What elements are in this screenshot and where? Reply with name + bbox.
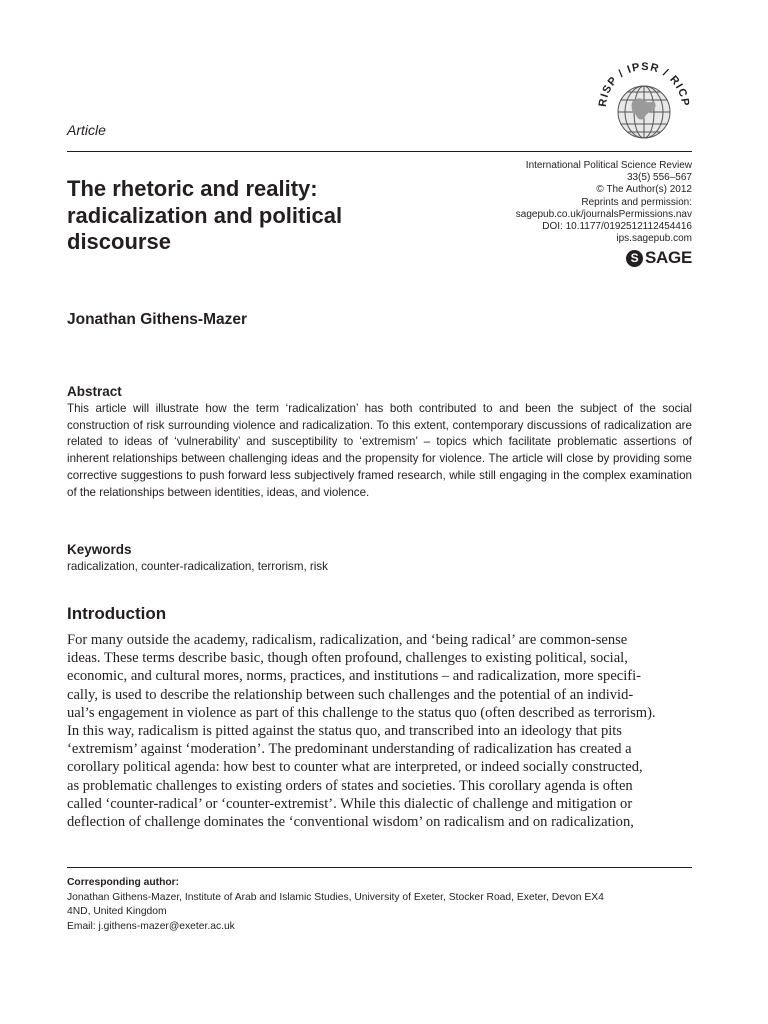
- copyright: © The Author(s) 2012: [596, 184, 692, 196]
- footnote-heading: Corresponding author:: [67, 877, 180, 888]
- footnote-divider: [67, 867, 692, 868]
- footnote-address: Jonathan Githens-Mazer, Institute of Arab and Islamic Studies, University of Exeter, Stocker Road, Exeter, Devon EX4: [67, 891, 604, 903]
- header-divider: [67, 151, 692, 152]
- journal-volume: 33(5) 556–567: [626, 172, 692, 184]
- reprints-label: Reprints and permission:: [581, 196, 692, 208]
- body-line: cally, is used to describe the relationship between such challenges and the potential of an individ-: [67, 686, 634, 703]
- introduction-heading: Introduction: [67, 604, 167, 623]
- body-line: as problematic challenges to existing orders of states and societies. This corollary agenda is often: [67, 777, 633, 794]
- publisher-logo: [626, 248, 692, 268]
- globe-seal-icon: [592, 52, 696, 156]
- abstract-heading: Abstract: [67, 384, 122, 399]
- body-line: called ‘counter-radical’ or ‘counter-extremist’. While this dialectic of challenge and mitigation or: [67, 795, 633, 812]
- article-title: [67, 176, 447, 256]
- body-line: For many outside the academy, radicalism, radicalization, and ‘being radical’ are common-sense: [67, 632, 628, 648]
- journal-info: [432, 160, 692, 245]
- publisher-logo-text: SAGE: [645, 248, 692, 267]
- footnote-address-cont: 4ND, United Kingdom: [67, 906, 167, 918]
- permissions-link[interactable]: sagepub.co.uk/journalsPermissions.nav: [515, 208, 692, 220]
- article-type-label: Article: [67, 122, 106, 138]
- keywords-text: radicalization, counter-radicalization, terrorism, risk: [67, 560, 328, 573]
- keywords-heading: Keywords: [67, 542, 132, 557]
- title-line: discourse: [67, 229, 171, 254]
- journal-name: International Political Science Review: [525, 160, 692, 171]
- journal-logo: [592, 52, 696, 156]
- introduction-body: [67, 631, 692, 831]
- body-line: economic, and cultural mores, norms, practices, and institutions – and radicalization, more specifi-: [67, 668, 642, 685]
- sage-logo-icon: S: [626, 250, 643, 267]
- corresponding-author-note: [67, 876, 692, 934]
- abstract-text: This article will illustrate how the term ‘radicalization’ has both contributed to and been the subject of the social construction of risk surrounding violence and radicalization. To this extent, contemporary discussions of radicalization are related to ideas of ‘vulnerability’ and susceptibility to ‘extremism’ – topics which facilitate problematic assertions of inherent relationships between challenging ideas and the propensity for violence. The article will close by providing some corrective suggestions to push forward less subjectively framed research, while still engaging in the complex examination of the relationships between identities, ideas, and violence.: [67, 402, 692, 499]
- body-line: deflection of challenge dominates the ‘conventional wisdom’ on radicalism and on radicalization,: [67, 814, 634, 831]
- author-name: Jonathan Githens-Mazer: [67, 311, 247, 328]
- body-line: ‘extremism’ against ‘moderation’. The predominant understanding of radicalization has created a: [67, 741, 632, 758]
- body-line: In this way, radicalism is pitted against the status quo, and transcribed into an ideology that pits: [67, 723, 622, 740]
- title-line: radicalization and political: [67, 202, 343, 228]
- footnote-email[interactable]: Email: j.githens-mazer@exeter.ac.uk: [67, 920, 235, 932]
- journal-site-link[interactable]: ips.sagepub.com: [616, 233, 692, 245]
- svg-text:RISP / IPSR / RICP: RISP / IPSR / RICP: [596, 60, 692, 108]
- body-line: ideas. These terms describe basic, though often profound, challenges to existing political, social,: [67, 650, 628, 667]
- title-line: The rhetoric and reality:: [67, 176, 318, 201]
- body-line: ual’s engagement in violence as part of this challenge to the status quo (often described as terrorism).: [67, 704, 656, 721]
- body-line: corollary political agenda: how best to counter what are interpreted, or indeed socially constructed,: [67, 759, 643, 776]
- doi[interactable]: DOI: 10.1177/0192512112454416: [542, 221, 692, 233]
